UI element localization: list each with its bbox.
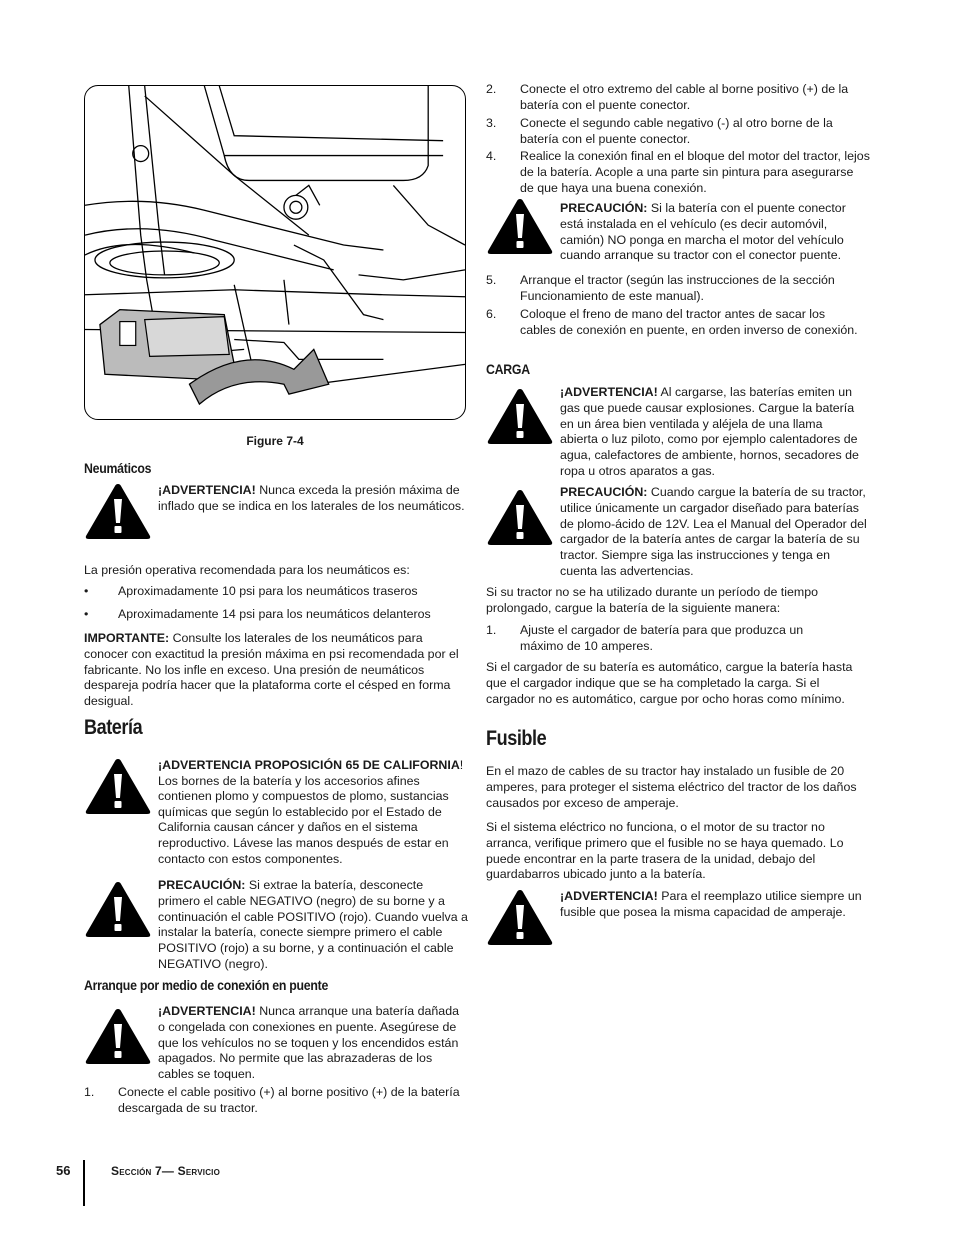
step-number: 1. [486, 623, 497, 637]
warning-triangle-icon [486, 887, 554, 947]
step-number: 4. [486, 149, 497, 163]
prop65-warning [158, 758, 468, 867]
warning-text: Para el reemplazo utilice siempre un fusible que posea la misma capacidad de amperaje. [560, 889, 862, 919]
fusible-warning [560, 889, 870, 921]
warning-text: Nunca arranque una batería dañada o congelada con conexiones en puente. Asegúrese de que los vehículos no se toquen y los encendidos están apagados. No permite que las abrazaderas de los cables se toquen. [158, 1004, 459, 1082]
warning-triangle-icon [84, 756, 152, 816]
page-number: 56 [56, 1163, 71, 1178]
arranque-heading: Arranque por medio de conexión en puente [84, 977, 329, 993]
warning-text: Al cargarse, las baterías emiten un gas que puede causar explosiones. Cargue la batería en un área bien ventilada y aléjela de una llama abierta o luz piloto, como por ejemplo calentadores de agua, calefactores de ambiente, hornos, secadores de ropa u otros aparatos a gas. [560, 385, 859, 478]
jumper-caution [560, 201, 872, 264]
section-title: Sección 7— Servicio [111, 1164, 221, 1178]
caution-label: PRECAUCIÓN: [158, 878, 246, 892]
caution-label: PRECAUCIÓN: [560, 485, 648, 499]
warning-label: ¡ADVERTENCIA! [560, 385, 658, 399]
bateria-heading: Batería [84, 716, 143, 739]
important-label: IMPORTANTE: [84, 631, 170, 645]
warning-text: Nunca exceda la presión máxima de inflado que se indica en los laterales de los neumáticos. [158, 483, 465, 513]
step-number: 2. [486, 82, 497, 96]
important-text: Consulte los laterales de los neumáticos para conocer con exactitud la presión máxima en psi recomendada por el fabricante. No los infle en exceso. Una presión de neumáticos despareja podría hacer que la plataforma corte el césped en forma desigual. [84, 631, 459, 709]
carga-warning [560, 385, 860, 480]
prop65-label: ¡ADVERTENCIA PROPOSICIÓN 65 DE CALIFORNIA [158, 758, 460, 772]
carga-heading: CARGA [486, 361, 530, 377]
figure-caption: Figure 7-4 [246, 434, 304, 448]
warning-triangle-icon [486, 386, 554, 446]
step-number: 1. [84, 1085, 95, 1099]
fusible-heading: Fusible [486, 727, 547, 750]
important-note [84, 631, 462, 710]
arranque-step-4: Realice la conexión final en el bloque del motor del tractor, lejos de la batería. Acople a una parte sin pintura para asegurarse de que haya una buena conexión. [520, 149, 870, 195]
arranque-warning [158, 1004, 463, 1083]
step-number: 6. [486, 307, 497, 321]
warning-label: ¡ADVERTENCIA! [560, 889, 658, 903]
pressure-intro: La presión operativa recomendada para los neumáticos es: [84, 563, 410, 577]
bateria-caution [158, 878, 468, 973]
prop65-text: ! Los bornes de la batería y los accesorios afines contienen plomo y compuestos de plomo, sustancias químicas que según lo establecido por el Estado de California causan cáncer y daños en el sistema reproductivo. Lávese las manos después de estar en contacto con estos componentes. [158, 758, 464, 866]
footer-divider [83, 1160, 85, 1206]
bullet-dot: • [84, 607, 89, 621]
caution-text: Si extrae la batería, desconecte primero el cable NEGATIVO (negro) de su borne y a continuación el cable POSITIVO (rojo). Cuando vuelva a instalar la batería, conecte siempre primero el cable POSITIVO (rojo) a su borne, y a continuación el cable NEGATIVO (negro). [158, 878, 468, 971]
warning-label: ¡ADVERTENCIA! [158, 483, 256, 497]
warning-triangle-icon [84, 879, 152, 939]
neumaticos-warning [158, 483, 468, 515]
caution-text: Cuando cargue la batería de su tractor, utilice únicamente un cargador diseñado para baterías de plomo-ácido de 12V. Lea el Manual del Operador del cargador de la batería antes de cargar la batería de su tractor. Siempre siga las instrucciones y tenga en cuenta las advertencias. [560, 485, 867, 578]
step-number: 5. [486, 273, 497, 287]
warning-label: ¡ADVERTENCIA! [158, 1004, 256, 1018]
figure-7-4-illustration [84, 85, 466, 420]
carga-para-1: Si su tractor no se ha utilizado durante un período de tiempo prolongado, cargue la batería de la siguiente manera: [486, 585, 819, 615]
arranque-step-5: Arranque el tractor (según las instrucciones de la sección Funcionamiento de este manual). [520, 273, 835, 303]
warning-triangle-icon [486, 487, 554, 547]
bullet-dot: • [84, 584, 89, 598]
arranque-step-1: Conecte el cable positivo (+) al borne positivo (+) de la batería descargada de su tractor. [118, 1085, 460, 1115]
caution-text: Si la batería con el puente conector está instalada en el vehículo (es decir automóvil, camión) NO ponga en marcha el motor del vehículo cuando arranque su tractor con el conector puente. [560, 201, 846, 263]
carga-para-2: Si el cargador de su batería es automático, cargue la batería hasta que el cargador indique que se ha completado la carga. Si el cargador no es automático, cargue por ocho horas como mínimo. [486, 660, 853, 706]
step-number: 3. [486, 116, 497, 130]
carga-caution [560, 485, 868, 580]
warning-triangle-icon [486, 196, 554, 256]
bullet-rear: Aproximadamente 10 psi para los neumáticos traseros [118, 584, 418, 598]
carga-step-1: Ajuste el cargador de batería para que produzca un máximo de 10 amperes. [520, 623, 804, 653]
caution-label: PRECAUCIÓN: [560, 201, 648, 215]
neumaticos-heading: Neumáticos [84, 460, 152, 476]
fusible-para-1: En el mazo de cables de su tractor hay instalado un fusible de 20 amperes, para proteger el sistema eléctrico del tractor de los daños causados por exceso de amperaje. [486, 764, 857, 810]
bullet-front: Aproximadamente 14 psi para los neumáticos delanteros [118, 607, 431, 621]
arranque-step-3: Conecte el segundo cable negativo (-) al otro borne de la batería con el puente conector. [520, 116, 833, 146]
warning-triangle-icon [84, 1006, 152, 1066]
arranque-step-2: Conecte el otro extremo del cable al borne positivo (+) de la batería con el puente conector. [520, 82, 849, 112]
warning-triangle-icon [84, 481, 152, 541]
fusible-para-2: Si el sistema eléctrico no funciona, o el motor de su tractor no arranca, verifique primero que el fusible no se haya quemado. Lo puede encontrar en la parte trasera de la unidad, debajo del guardabarros ubicado junto a la batería. [486, 820, 844, 882]
arranque-step-6: Coloque el freno de mano del tractor antes de sacar los cables de conexión en puente, en orden inverso de conexión. [520, 307, 858, 337]
